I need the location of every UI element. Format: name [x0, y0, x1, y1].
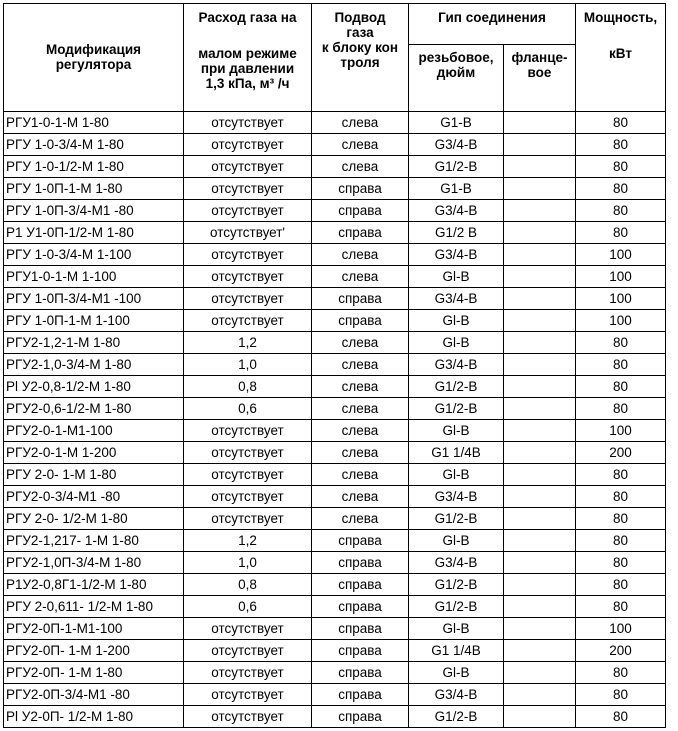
cell-power: 100	[576, 244, 666, 266]
cell-supply: справа	[312, 288, 409, 310]
cell-flow: отсутствует	[184, 244, 312, 266]
cell-model: РГУ2-0,6-1/2-М 1-80	[4, 398, 184, 420]
cell-model: РГУ 2-0- 1-М 1-80	[4, 464, 184, 486]
cell-flow: 1,0	[184, 552, 312, 574]
cell-thread: G3/4-В	[409, 244, 504, 266]
cell-thread: G1-B	[409, 112, 504, 134]
cell-supply: справа	[312, 662, 409, 684]
table-row	[4, 398, 666, 420]
cell-power: 80	[576, 222, 666, 244]
table-row	[4, 574, 666, 596]
table-row	[4, 662, 666, 684]
cell-power: 100	[576, 288, 666, 310]
cell-thread: G1/2-В	[409, 376, 504, 398]
table-row	[4, 618, 666, 640]
table-row	[4, 332, 666, 354]
cell-flange	[504, 222, 576, 244]
cell-flange	[504, 266, 576, 288]
cell-flange	[504, 134, 576, 156]
cell-supply: справа	[312, 200, 409, 222]
cell-power: 200	[576, 442, 666, 464]
table-row	[4, 684, 666, 706]
cell-power: 80	[576, 706, 666, 728]
cell-flow: отсутствует	[184, 640, 312, 662]
cell-model: РГУ2-0-1-М1-100	[4, 420, 184, 442]
cell-flow: отсутствует	[184, 134, 312, 156]
cell-power: 200	[576, 640, 666, 662]
cell-thread: Gl-B	[409, 420, 504, 442]
cell-supply: слева	[312, 442, 409, 464]
table-row	[4, 178, 666, 200]
cell-thread: G3/4-В	[409, 684, 504, 706]
cell-flange	[504, 552, 576, 574]
table-row	[4, 244, 666, 266]
cell-thread: G1-B	[409, 178, 504, 200]
table-row	[4, 464, 666, 486]
cell-model: РГУ 1-0П-1-М 1-80	[4, 178, 184, 200]
regulator-table	[3, 3, 666, 728]
cell-supply: справа	[312, 574, 409, 596]
cell-flow: отсутствует	[184, 618, 312, 640]
cell-model: РГУ2-0П-3/4-М1 -80	[4, 684, 184, 706]
table-row	[4, 310, 666, 332]
header-model: Модификация регулятора	[4, 4, 184, 112]
cell-model: РГУ 1-0-3/4-М 1-100	[4, 244, 184, 266]
header-supply: Подвод газа к блоку кон троля	[312, 4, 409, 112]
table-row	[4, 420, 666, 442]
cell-thread: Gl-B	[409, 332, 504, 354]
cell-supply: слева	[312, 486, 409, 508]
cell-flange	[504, 640, 576, 662]
cell-thread: G3/4-В	[409, 200, 504, 222]
cell-power: 80	[576, 662, 666, 684]
cell-flow: 1,0	[184, 354, 312, 376]
cell-power: 80	[576, 112, 666, 134]
table-header	[4, 4, 666, 112]
cell-power: 80	[576, 332, 666, 354]
cell-power: 80	[576, 574, 666, 596]
header-flow: Расход газа на малом режиме при давлении 1,3 кПа, м³ /ч	[184, 4, 312, 112]
cell-supply: справа	[312, 530, 409, 552]
cell-flange	[504, 112, 576, 134]
table-row	[4, 596, 666, 618]
cell-flow: отсутствует	[184, 178, 312, 200]
cell-thread: Gl-B	[409, 266, 504, 288]
table-row	[4, 640, 666, 662]
cell-model: РГУ2-1,2-1-М 1-80	[4, 332, 184, 354]
cell-flange	[504, 376, 576, 398]
cell-flow: 0,8	[184, 574, 312, 596]
cell-supply: слева	[312, 134, 409, 156]
cell-thread: G1 1/4B	[409, 442, 504, 464]
cell-model: РГУ 2-0,611- 1/2-М 1-80	[4, 596, 184, 618]
cell-power: 80	[576, 596, 666, 618]
cell-model: Р1 У1-0П-1/2-М 1-80	[4, 222, 184, 244]
cell-flange	[504, 244, 576, 266]
cell-flow: отсутствует	[184, 200, 312, 222]
cell-model: РГУ2-0-1-М 1-200	[4, 442, 184, 464]
cell-flange	[504, 398, 576, 420]
cell-model: РГУ1-0-1-М 1-100	[4, 266, 184, 288]
cell-model: РГУ 1-0-1/2-М 1-80	[4, 156, 184, 178]
cell-flow: отсутствует	[184, 508, 312, 530]
cell-thread: G1/2-В	[409, 398, 504, 420]
cell-flange	[504, 574, 576, 596]
cell-model: РГУ 1-0П-3/4-М1 -80	[4, 200, 184, 222]
cell-flange	[504, 464, 576, 486]
cell-model: РГУ2-1,0-3/4-М 1-80	[4, 354, 184, 376]
cell-supply: слева	[312, 112, 409, 134]
table-row	[4, 222, 666, 244]
cell-thread: G3/4-В	[409, 288, 504, 310]
cell-flange	[504, 530, 576, 552]
cell-model: РГУ2-0П- 1-М 1-200	[4, 640, 184, 662]
cell-power: 100	[576, 266, 666, 288]
cell-supply: слева	[312, 266, 409, 288]
cell-thread: G1 1/4B	[409, 640, 504, 662]
table-row	[4, 200, 666, 222]
cell-thread: G1/2-В	[409, 706, 504, 728]
cell-supply: слева	[312, 332, 409, 354]
cell-power: 80	[576, 486, 666, 508]
cell-power: 80	[576, 354, 666, 376]
cell-flow: отсутствует	[184, 662, 312, 684]
table-row	[4, 508, 666, 530]
cell-model: РГУ2-1,0П-3/4-М 1-80	[4, 552, 184, 574]
cell-power: 80	[576, 684, 666, 706]
table-row	[4, 266, 666, 288]
cell-flow: отсутствует	[184, 464, 312, 486]
cell-supply: справа	[312, 640, 409, 662]
cell-power: 100	[576, 618, 666, 640]
cell-power: 80	[576, 156, 666, 178]
cell-model: РГУ 1-0-3/4-М 1-80	[4, 134, 184, 156]
cell-power: 80	[576, 508, 666, 530]
cell-flange	[504, 420, 576, 442]
table-row	[4, 288, 666, 310]
cell-supply: справа	[312, 618, 409, 640]
cell-thread: G3/4-В	[409, 354, 504, 376]
cell-supply: справа	[312, 310, 409, 332]
cell-flow: отсутствует	[184, 442, 312, 464]
cell-power: 80	[576, 134, 666, 156]
cell-flange	[504, 706, 576, 728]
cell-model: РГУ2-0П-1-М1-100	[4, 618, 184, 640]
cell-supply: слева	[312, 420, 409, 442]
cell-flange	[504, 508, 576, 530]
table-row	[4, 134, 666, 156]
cell-supply: справа	[312, 552, 409, 574]
cell-flow: 1,2	[184, 530, 312, 552]
cell-flange	[504, 486, 576, 508]
cell-power: 80	[576, 552, 666, 574]
cell-power: 100	[576, 310, 666, 332]
cell-flange	[504, 178, 576, 200]
cell-thread: G1/2-В	[409, 596, 504, 618]
cell-thread: Gl-B	[409, 618, 504, 640]
cell-model: Pl У2-0П- 1/2-М 1-80	[4, 706, 184, 728]
cell-model: РГУ 1-0П-3/4-М1 -100	[4, 288, 184, 310]
table-row	[4, 156, 666, 178]
cell-flow: отсутствует	[184, 266, 312, 288]
cell-flow: 0,8	[184, 376, 312, 398]
cell-flow: отсутствует	[184, 706, 312, 728]
cell-supply: справа	[312, 222, 409, 244]
cell-thread: Gl-B	[409, 464, 504, 486]
cell-thread: G1/2-В	[409, 574, 504, 596]
cell-flow: 0,6	[184, 398, 312, 420]
cell-flange	[504, 354, 576, 376]
cell-flange	[504, 310, 576, 332]
cell-supply: справа	[312, 178, 409, 200]
cell-flow: отсутствует	[184, 112, 312, 134]
header-connection: Гип соединения	[409, 4, 576, 45]
cell-model: РГУ2-0-3/4-М1 -80	[4, 486, 184, 508]
cell-flange	[504, 618, 576, 640]
cell-model: РГУ2-1,217- 1-М 1-80	[4, 530, 184, 552]
table-row	[4, 530, 666, 552]
cell-supply: справа	[312, 684, 409, 706]
cell-thread: Gl-B	[409, 662, 504, 684]
cell-flange	[504, 332, 576, 354]
table-row	[4, 706, 666, 728]
cell-flange	[504, 662, 576, 684]
cell-supply: слева	[312, 156, 409, 178]
cell-flow: 0,6	[184, 596, 312, 618]
table-row	[4, 442, 666, 464]
cell-thread: Gl-B	[409, 310, 504, 332]
cell-thread: Gl-B	[409, 530, 504, 552]
cell-flow: отсутствует	[184, 156, 312, 178]
table-row	[4, 376, 666, 398]
header-power: Мощность, кВт	[576, 4, 666, 112]
cell-power: 80	[576, 530, 666, 552]
cell-power: 80	[576, 464, 666, 486]
cell-model: РГУ 2-0- 1/2-М 1-80	[4, 508, 184, 530]
table-row	[4, 552, 666, 574]
cell-flow: отсутствует	[184, 684, 312, 706]
cell-supply: слева	[312, 354, 409, 376]
cell-power: 80	[576, 200, 666, 222]
header-flanged: фланце- вое	[504, 45, 576, 112]
cell-flow: отсутствует	[184, 310, 312, 332]
cell-supply: справа	[312, 706, 409, 728]
cell-power: 100	[576, 420, 666, 442]
cell-supply: слева	[312, 244, 409, 266]
cell-flow: отсутствует'	[184, 222, 312, 244]
cell-thread: G3/4-В	[409, 134, 504, 156]
cell-supply: слева	[312, 508, 409, 530]
table-row	[4, 354, 666, 376]
cell-model: РГУ1-0-1-М 1-80	[4, 112, 184, 134]
cell-flow: отсутствует	[184, 420, 312, 442]
cell-thread: G3/4-В	[409, 552, 504, 574]
cell-flange	[504, 288, 576, 310]
cell-model: РГУ 1-0П-1-М 1-100	[4, 310, 184, 332]
cell-flange	[504, 156, 576, 178]
table-body	[4, 112, 666, 728]
cell-model: Р1У2-0,8Г1-1/2-М 1-80	[4, 574, 184, 596]
cell-flange	[504, 684, 576, 706]
cell-supply: слева	[312, 376, 409, 398]
table-row	[4, 486, 666, 508]
cell-power: 80	[576, 398, 666, 420]
cell-model: Pl У2-0,8-1/2-М 1-80	[4, 376, 184, 398]
cell-supply: справа	[312, 596, 409, 618]
cell-supply: слева	[312, 398, 409, 420]
cell-thread: G1/2-В	[409, 156, 504, 178]
cell-model: РГУ2-0П- 1-М 1-80	[4, 662, 184, 684]
header-threaded: резьбовое, дюйм	[409, 45, 504, 112]
cell-thread: G1/2 В	[409, 222, 504, 244]
cell-flow: отсутствует	[184, 486, 312, 508]
cell-flange	[504, 200, 576, 222]
cell-flange	[504, 596, 576, 618]
cell-power: 80	[576, 178, 666, 200]
cell-flow: отсутствует	[184, 288, 312, 310]
cell-power: 80	[576, 376, 666, 398]
cell-thread: G3/4-В	[409, 486, 504, 508]
cell-supply: слева	[312, 464, 409, 486]
cell-thread: G1/2-В	[409, 508, 504, 530]
cell-flow: 1,2	[184, 332, 312, 354]
cell-flange	[504, 442, 576, 464]
table-row	[4, 112, 666, 134]
